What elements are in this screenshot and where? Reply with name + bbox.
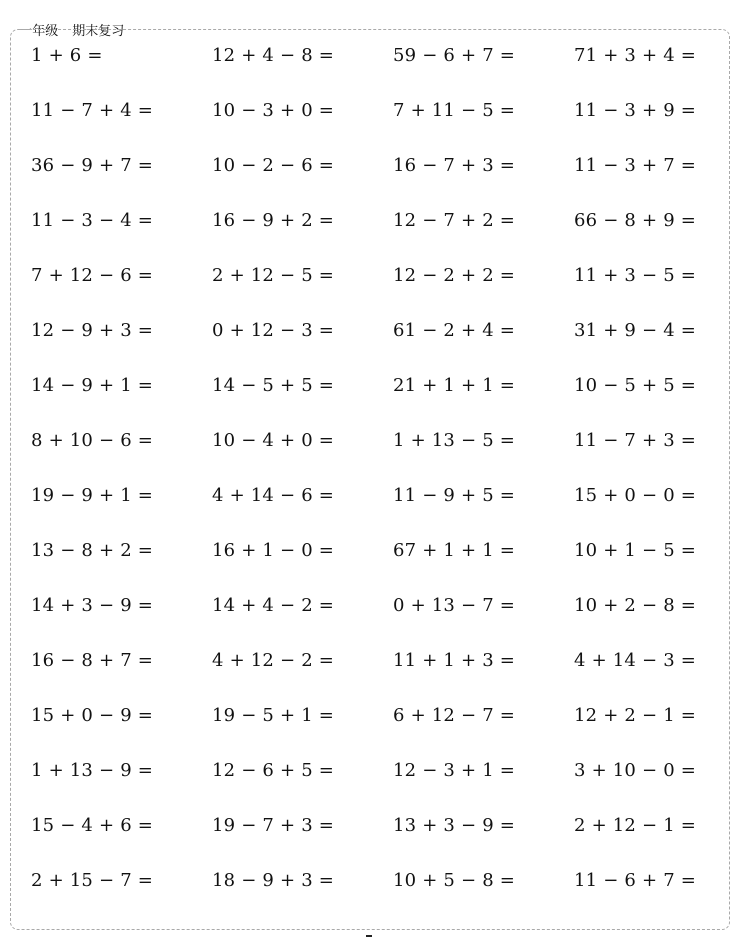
arithmetic-problem: 11 − 7 + 4 = <box>31 100 154 121</box>
arithmetic-problem: 10 − 5 + 5 = <box>574 375 697 396</box>
arithmetic-problem: 4 + 12 − 2 = <box>212 650 335 671</box>
arithmetic-problem: 10 − 3 + 0 = <box>212 100 335 121</box>
arithmetic-problem: 11 − 3 − 4 = <box>31 210 154 231</box>
arithmetic-problem: 7 + 12 − 6 = <box>31 265 154 286</box>
arithmetic-problem: 10 − 4 + 0 = <box>212 430 335 451</box>
arithmetic-problem: 2 + 12 − 5 = <box>212 265 335 286</box>
arithmetic-problem: 16 − 8 + 7 = <box>31 650 154 671</box>
arithmetic-problem: 14 − 9 + 1 = <box>31 375 154 396</box>
arithmetic-problem: 59 − 6 + 7 = <box>393 45 516 66</box>
arithmetic-problem: 36 − 9 + 7 = <box>31 155 154 176</box>
arithmetic-problem: 19 − 7 + 3 = <box>212 815 335 836</box>
arithmetic-problem: 15 − 4 + 6 = <box>31 815 154 836</box>
arithmetic-problem: 18 − 9 + 3 = <box>212 870 335 891</box>
worksheet-frame <box>10 29 730 930</box>
arithmetic-problem: 11 − 3 + 9 = <box>574 100 697 121</box>
arithmetic-problem: 11 − 7 + 3 = <box>574 430 697 451</box>
arithmetic-problem: 19 − 5 + 1 = <box>212 705 335 726</box>
arithmetic-problem: 21 + 1 + 1 = <box>393 375 516 396</box>
arithmetic-problem: 61 − 2 + 4 = <box>393 320 516 341</box>
arithmetic-problem: 4 + 14 − 6 = <box>212 485 335 506</box>
arithmetic-problem: 14 + 4 − 2 = <box>212 595 335 616</box>
arithmetic-problem: 16 − 9 + 2 = <box>212 210 335 231</box>
arithmetic-problem: 12 − 9 + 3 = <box>31 320 154 341</box>
arithmetic-problem: 4 + 14 − 3 = <box>574 650 697 671</box>
arithmetic-problem: 12 − 3 + 1 = <box>393 760 516 781</box>
arithmetic-problem: 2 + 15 − 7 = <box>31 870 154 891</box>
grade-label: 一年级 <box>19 24 59 39</box>
arithmetic-problem: 67 + 1 + 1 = <box>393 540 516 561</box>
arithmetic-problem: 16 + 1 − 0 = <box>212 540 335 561</box>
arithmetic-problem: 8 + 10 − 6 = <box>31 430 154 451</box>
arithmetic-problem: 14 + 3 − 9 = <box>31 595 154 616</box>
arithmetic-problem: 31 + 9 − 4 = <box>574 320 697 341</box>
arithmetic-problem: 0 + 13 − 7 = <box>393 595 516 616</box>
problem-grid <box>31 44 731 924</box>
arithmetic-problem: 11 − 3 + 7 = <box>574 155 697 176</box>
page-number-mark <box>366 935 372 937</box>
arithmetic-problem: 12 − 2 + 2 = <box>393 265 516 286</box>
arithmetic-problem: 15 + 0 − 0 = <box>574 485 697 506</box>
arithmetic-problem: 12 − 6 + 5 = <box>212 760 335 781</box>
arithmetic-problem: 10 + 1 − 5 = <box>574 540 697 561</box>
arithmetic-problem: 11 + 1 + 3 = <box>393 650 516 671</box>
arithmetic-problem: 19 − 9 + 1 = <box>31 485 154 506</box>
arithmetic-problem: 13 − 8 + 2 = <box>31 540 154 561</box>
arithmetic-problem: 11 + 3 − 5 = <box>574 265 697 286</box>
worksheet-title: 期末复习 <box>72 24 125 39</box>
arithmetic-problem: 13 + 3 − 9 = <box>393 815 516 836</box>
arithmetic-problem: 10 − 2 − 6 = <box>212 155 335 176</box>
arithmetic-problem: 66 − 8 + 9 = <box>574 210 697 231</box>
arithmetic-problem: 0 + 12 − 3 = <box>212 320 335 341</box>
arithmetic-problem: 1 + 13 − 9 = <box>31 760 154 781</box>
arithmetic-problem: 7 + 11 − 5 = <box>393 100 516 121</box>
arithmetic-problem: 10 + 5 − 8 = <box>393 870 516 891</box>
arithmetic-problem: 11 − 9 + 5 = <box>393 485 516 506</box>
arithmetic-problem: 3 + 10 − 0 = <box>574 760 697 781</box>
arithmetic-problem: 12 + 4 − 8 = <box>212 45 335 66</box>
arithmetic-problem: 12 + 2 − 1 = <box>574 705 697 726</box>
arithmetic-problem: 1 + 6 = <box>31 45 103 66</box>
arithmetic-problem: 10 + 2 − 8 = <box>574 595 697 616</box>
arithmetic-problem: 6 + 12 − 7 = <box>393 705 516 726</box>
arithmetic-problem: 1 + 13 − 5 = <box>393 430 516 451</box>
arithmetic-problem: 11 − 6 + 7 = <box>574 870 697 891</box>
arithmetic-problem: 71 + 3 + 4 = <box>574 45 697 66</box>
arithmetic-problem: 2 + 12 − 1 = <box>574 815 697 836</box>
arithmetic-problem: 12 − 7 + 2 = <box>393 210 516 231</box>
arithmetic-problem: 14 − 5 + 5 = <box>212 375 335 396</box>
arithmetic-problem: 16 − 7 + 3 = <box>393 155 516 176</box>
arithmetic-problem: 15 + 0 − 9 = <box>31 705 154 726</box>
